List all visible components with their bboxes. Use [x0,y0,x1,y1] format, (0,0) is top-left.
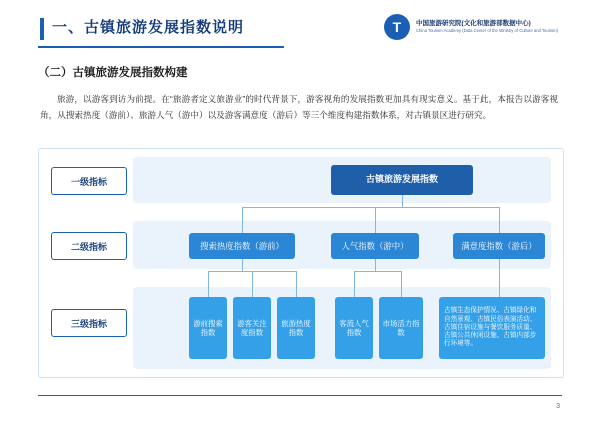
node-level2-satisfaction[interactable]: 满意度指数（游后） [453,233,545,259]
connector-b-bus [354,271,401,272]
connector-b1 [354,271,355,297]
slide-header [0,14,600,50]
page-title: 一、古镇旅游发展指数说明 [52,19,245,36]
section-paragraph: 旅游，以游客到访为前提。在“旅游者定义旅游业”的时代背景下，游客视角的发展指数更加具有现实意义。基于此，本报告以游客视角，从搜索热度（游前）、旅游人气（游中）以及游客满意度（游后）等三个维度构建指数体系，对古镇景区进行研究。 [40,94,558,120]
level1-label: 一级指标 [51,167,127,195]
connector-b-down [375,259,376,271]
connector-root-down [402,195,403,207]
logo-name-en: China Tourism Academy (Data Center of the Ministry of Culture and Tourism) [415,28,558,34]
title-accent-bar [40,18,44,40]
node-level3-pre-search[interactable]: 游前搜索指数 [189,297,227,359]
connector-c-down [499,259,500,297]
node-level3-visitor-flow[interactable]: 客流人气指数 [335,297,373,359]
connector-level2-c [499,207,500,233]
node-level2-popularity[interactable]: 人气指数（游中） [331,233,419,259]
node-level3-market-vitality[interactable]: 市场活力指数 [379,297,423,359]
level3-label: 三级指标 [51,309,127,337]
connector-level2-bus [242,207,499,208]
connector-b2 [401,271,402,297]
index-framework-diagram [38,148,564,378]
node-level3-satisfaction-detail[interactable]: 古镇生态保护情况、古镇绿化和自然景观、古镇民俗表演活动、古镇住宿设施与餐饮服务质量、古镇公共休闲设施、古镇内部步行环境等。 [439,297,545,359]
node-level3-attention[interactable]: 游客关注度指数 [233,297,271,359]
title-underline [38,46,284,48]
connector-a2 [252,271,253,297]
node-root[interactable]: 古镇旅游发展指数 [331,165,473,195]
organization-logo [384,14,558,40]
connector-a-down [242,259,243,271]
connector-a1 [208,271,209,297]
page-number: 3 [556,403,560,410]
connector-level2-a [242,207,243,233]
level2-label: 二级指标 [51,232,127,260]
logo-mark-icon: T [384,14,410,40]
footer-divider [38,395,562,396]
logo-text [416,20,558,33]
node-level3-heat[interactable]: 旅游热度指数 [277,297,315,359]
connector-level2-b [375,207,376,233]
logo-name-cn: 中国旅游研究院(文化和旅游部数据中心) [415,20,531,28]
section-title: （二）古镇旅游发展指数构建 [38,67,188,79]
node-level2-search[interactable]: 搜索热度指数（游前） [189,233,295,259]
connector-a3 [296,271,297,297]
